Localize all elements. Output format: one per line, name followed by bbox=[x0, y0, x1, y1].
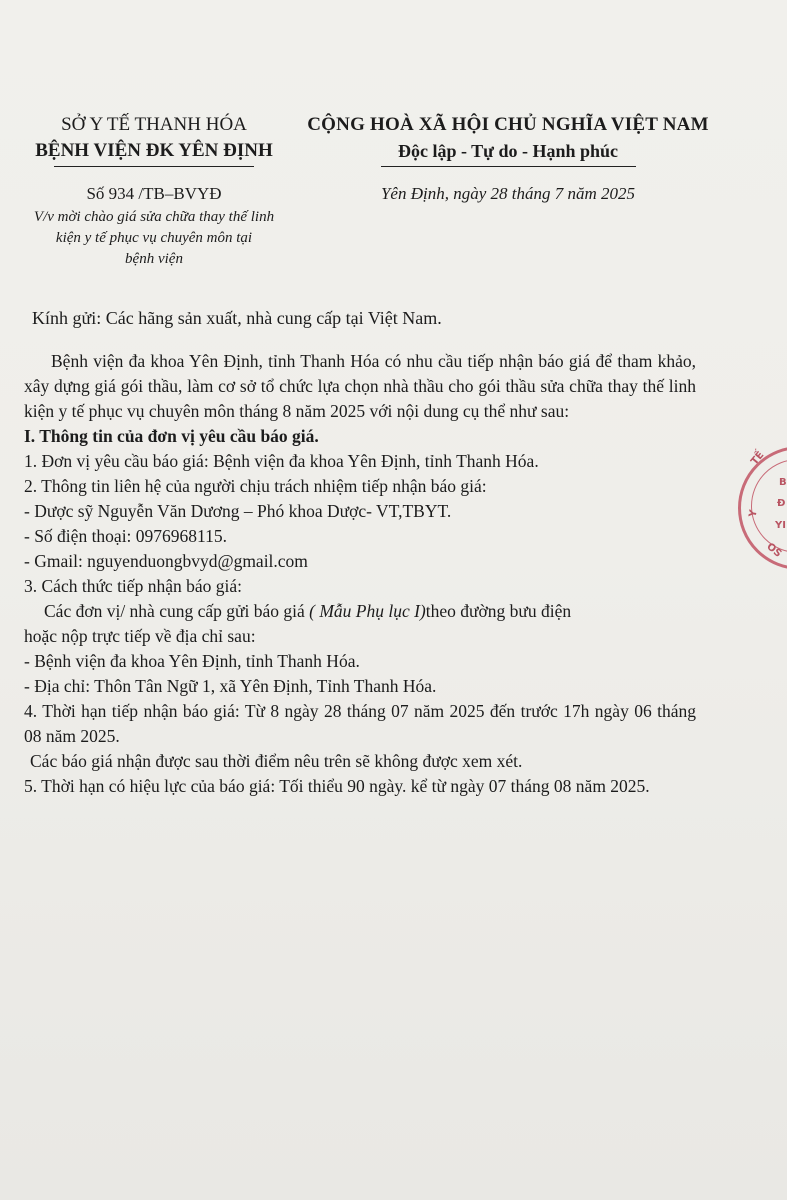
seal-stamp bbox=[738, 446, 787, 570]
national-header bbox=[298, 112, 718, 204]
seal-fragment: Đ bbox=[777, 498, 786, 509]
nation-title: CỘNG HOÀ XÃ HỘI CHỦ NGHĨA VIỆT NAM bbox=[307, 114, 709, 135]
seal-fragment: Y bbox=[747, 508, 760, 519]
motto-underline bbox=[381, 166, 636, 167]
department-name: SỞ Y TẾ THANH HÓA bbox=[61, 114, 247, 135]
national-motto: Độc lập - Tự do - Hạnh phúc bbox=[397, 141, 619, 161]
document-body bbox=[24, 349, 696, 799]
place-date: Yên Định, ngày 28 tháng 7 năm 2025 bbox=[380, 184, 636, 203]
subject-line: bệnh viện bbox=[125, 251, 183, 267]
seal-fragment: YI bbox=[775, 520, 786, 531]
deadline-note: Các báo giá nhận được sau thời điểm nêu trên sẽ không được xem xét. bbox=[30, 751, 523, 771]
item-receiving-method: 3. Cách thức tiếp nhận báo giá: bbox=[24, 576, 242, 596]
receiving-text-a: Các đơn vị/ nhà cung cấp gửi báo giá bbox=[44, 601, 310, 621]
item-requesting-unit: 1. Đơn vị yêu cầu báo giá: Bệnh viện đa khoa Yên Định, tỉnh Thanh Hóa. bbox=[24, 451, 539, 471]
address-detail: - Địa chỉ: Thôn Tân Ngữ 1, xã Yên Định, Tỉnh Thanh Hóa. bbox=[24, 676, 437, 696]
hospital-underline bbox=[54, 166, 254, 167]
section-heading: I. Thông tin của đơn vị yêu cầu báo giá. bbox=[24, 426, 319, 446]
receiving-method-text-cont: hoặc nộp trực tiếp về địa chỉ sau: bbox=[24, 626, 256, 646]
appendix-reference: ( Mẫu Phụ lục I) bbox=[309, 601, 426, 621]
item-deadline: 4. Thời hạn tiếp nhận báo giá: Từ 8 ngày 28 tháng 07 năm 2025 đến trước 17h ngày 06 tháng 08 năm 2025. bbox=[24, 701, 696, 746]
item-contact-info: 2. Thông tin liên hệ của người chịu trách nhiệm tiếp nhận báo giá: bbox=[24, 476, 487, 496]
contact-name: - Dược sỹ Nguyễn Văn Dương – Phó khoa Dược- VT,TBYT. bbox=[24, 501, 452, 521]
hospital-name: BỆNH VIỆN ĐK YÊN ĐỊNH bbox=[35, 140, 273, 161]
contact-phone: - Số điện thoại: 0976968115. bbox=[24, 526, 228, 546]
contact-email: - Gmail: nguyenduongbvyd@gmail.com bbox=[24, 551, 308, 571]
document-subject bbox=[10, 207, 298, 270]
address-name: - Bệnh viện đa khoa Yên Định, tỉnh Thanh Hóa. bbox=[24, 651, 360, 671]
subject-line: kiện y tế phục vụ chuyên môn tại bbox=[55, 230, 253, 246]
receiving-text-b: theo đường bưu điện bbox=[425, 601, 572, 621]
seal-fragment: OS bbox=[764, 541, 784, 560]
item-validity: 5. Thời hạn có hiệu lực của báo giá: Tối thiểu 90 ngày. kể từ ngày 07 tháng 08 năm 2025. bbox=[24, 776, 650, 796]
document-number: Số 934 /TB–BVYĐ bbox=[86, 184, 222, 203]
intro-paragraph: Bệnh viện đa khoa Yên Định, tỉnh Thanh Hóa có nhu cầu tiếp nhận báo giá để tham khảo, xây dựng giá gói thầu, làm cơ sở tổ chức lựa chọn nhà thầu cho gói thầu sửa chữa thay thế linh kiện y tế phục vụ chuyên môn tháng 8 năm 2025 với nội dung cụ thể như sau: bbox=[24, 351, 696, 421]
receiving-method-text bbox=[24, 599, 696, 624]
recipient-line: Kính gửi: Các hãng sản xuất, nhà cung cấp tại Việt Nam. bbox=[32, 308, 442, 328]
seal-fragment: B bbox=[779, 477, 787, 488]
issuer-header bbox=[10, 112, 298, 270]
subject-line: V/v mời chào giá sửa chữa thay thế linh bbox=[33, 209, 275, 225]
seal-fragment: TẾ bbox=[749, 449, 767, 468]
